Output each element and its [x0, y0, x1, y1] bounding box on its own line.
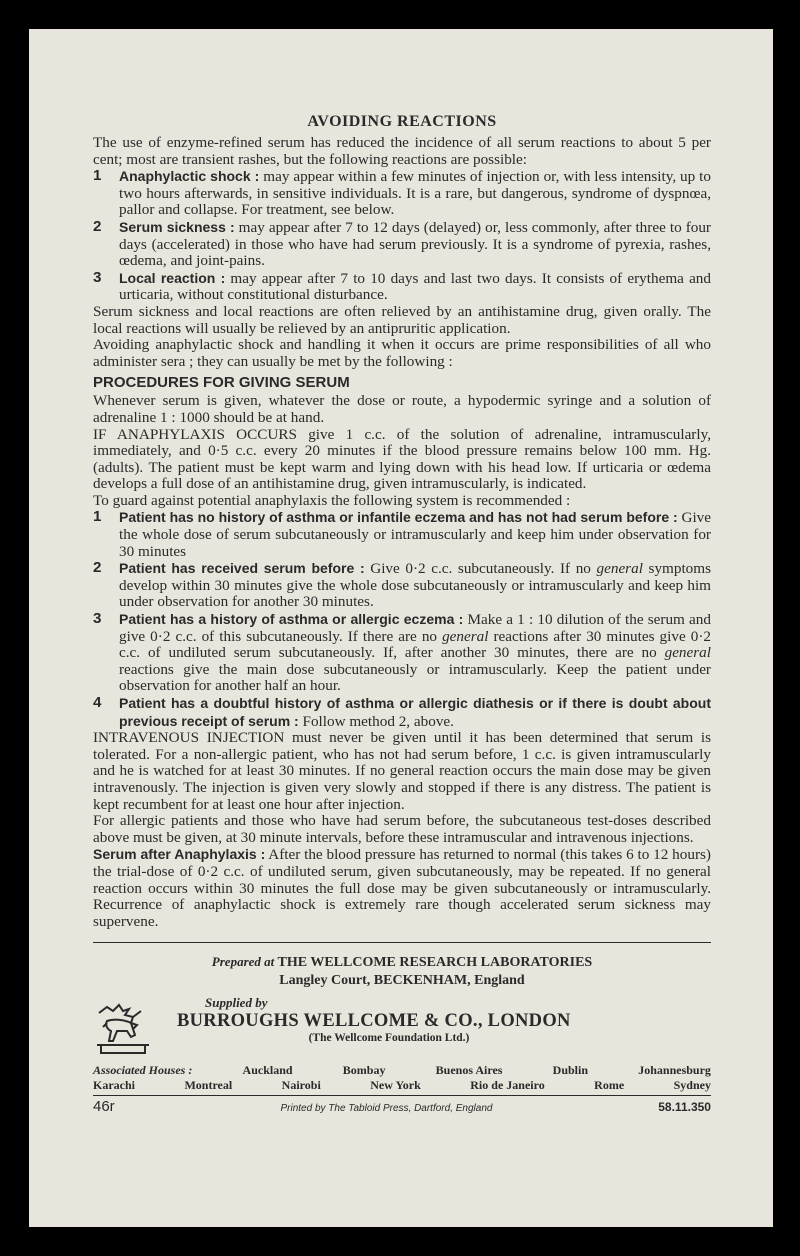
reaction-text [119, 270, 711, 304]
house-city: Rome [594, 1078, 625, 1093]
associated-houses-row1 [93, 1063, 711, 1078]
procedure-lead: Patient has a history of asthma or allergic eczema : [119, 611, 464, 628]
supplier-block [93, 995, 711, 1057]
house-city: Sydney [673, 1078, 711, 1093]
reactions-list [93, 168, 711, 304]
intravenous-paragraph: INTRAVENOUS INJECTION must never be given until it has been determined that serum is tolerated. For a non-allergic patient, who has not had serum before, 1 c.c. is given intramuscularly and he is watched for at least 30 minutes. If no general reaction occurs the main dose may be given intravenously. The injection is given very slowly and stopped if there is any distress. The patient is kept recumbent for at least one hour after injection. [93, 729, 711, 813]
allergic-paragraph: For allergic patients and those who have had serum before, the subcutaneous test-doses described above must be given, at 30 minute intervals, before these intramuscular and intravenous injections. [93, 812, 711, 846]
reaction-item [93, 270, 711, 304]
anaphylaxis-paragraph: IF ANAPHYLAXIS OCCURS give 1 c.c. of the solution of adrenaline, intramuscularly, immediately, and 0·5 c.c. every 20 minutes if the blood pressure remains below 100 mm. Hg. (adults). The patient must be kept warm and lying down with his head low. If urticaria or œdema develops a full dose of an antihistamine drug, given intramuscularly, is indicated. [93, 425, 711, 493]
house-city: Johannesburg [638, 1063, 711, 1078]
procedures-heading: PROCEDURES FOR GIVING SERUM [93, 374, 350, 392]
procedure-body: Make a 1 : 10 dilution of the serum and give 0·2 c.c. of this subcutaneously. If there are no [119, 611, 711, 645]
print-line [93, 1095, 711, 1115]
page-title: AVOIDING REACTIONS [307, 113, 497, 130]
after-anaphylaxis-text: After the blood pressure has returned to normal (this takes 6 to 12 hours) the trial-dose of 0·2 c.c. of undiluted serum, given subcutaneously, may be repeated. If no general reaction occurs within 30 minutes the full dose may be given subcutaneously or intramuscularly. Recurrence of anaphylactic shock is extremely rare though accelerated serum sickness may supervene. [93, 846, 711, 930]
procedure-item [93, 560, 711, 611]
emphasis-text: general [596, 560, 643, 578]
house-city: Montreal [184, 1078, 233, 1093]
prepared-block [93, 953, 711, 989]
leaflet-page [29, 29, 773, 1227]
house-city: Dublin [552, 1063, 589, 1078]
house-city: Karachi [93, 1078, 135, 1093]
printer-credit: Printed by The Tabloid Press, Dartford, England [280, 1103, 493, 1115]
after-anaphylaxis-lead: Serum after Anaphylaxis : [93, 846, 266, 863]
procedure-text [119, 695, 711, 730]
house-city: New York [370, 1078, 421, 1093]
reaction-body: may appear after 7 to 10 days and last two days. It consists of erythema and urticaria, without constitutional disturbance. [119, 269, 711, 304]
reaction-text [119, 219, 711, 270]
print-reference: 58.11.350 [658, 1100, 711, 1115]
avoid-paragraph: Avoiding anaphylactic shock and handling it when it occurs are prime responsibilities of all who administer sera ; they can usually be met by the following : [93, 336, 711, 370]
lab-name: THE WELLCOME RESEARCH LABORATORIES [277, 955, 593, 971]
reaction-item [93, 168, 711, 219]
foundation-name: (The Wellcome Foundation Ltd.) [308, 1032, 470, 1045]
procedure-body: Give the whole dose of serum subcutaneously or intramuscularly and keep him under observation for 30 minutes [119, 509, 711, 560]
procedure-number: 4 [93, 694, 102, 711]
unicorn-crest-icon [93, 1001, 153, 1057]
reaction-body: may appear after 7 to 12 days (delayed) or, less commonly, after three to four days (accelerated) in those who have had serum previously. It is a syndrome of pyrexia, rashes, œdema, and joint-pains. [119, 218, 711, 270]
house-city: Rio de Janeiro [470, 1078, 545, 1093]
reaction-number: 3 [93, 268, 102, 286]
intro-paragraph: The use of enzyme-refined serum has reduced the incidence of all serum reactions to about 5 per cent; most are transient rashes, but the following reactions are possible: [93, 134, 711, 168]
reaction-body: may appear within a few minutes of injection or, with less intensity, up to two hours afterwards, in sensitive individuals. It is a rare, but dangerous, syndrome of dyspnœa, pallor and collapse. For treatment, see below. [119, 168, 711, 219]
procedure-lead: Patient has no history of asthma or infantile eczema and has not had serum before : [119, 509, 678, 526]
supplied-by-label: Supplied by [205, 995, 268, 1011]
procedures-list [93, 509, 711, 730]
procedure-text [119, 560, 711, 611]
house-city: Auckland [242, 1063, 293, 1078]
procedure-item [93, 509, 711, 560]
procedure-body: Follow method 2, above. [298, 712, 454, 730]
house-city: Bombay [342, 1063, 386, 1078]
footer-divider [93, 942, 711, 943]
guard-paragraph: To guard against potential anaphylaxis the following system is recommended : [93, 491, 571, 509]
procedure-number: 3 [93, 610, 102, 628]
leaflet-code: 46r [93, 1098, 115, 1116]
reaction-lead: Anaphylactic shock : [119, 168, 260, 185]
reaction-number: 2 [93, 217, 102, 235]
reaction-item [93, 219, 711, 270]
supplier-text [177, 995, 711, 1044]
procedure-body: reactions give the main dose subcutaneously or intramuscularly. Keep the patient under observation for another half an hour. [119, 660, 711, 695]
reaction-lead: Serum sickness : [119, 218, 235, 235]
procedure-body: reactions after 30 minutes give 0·2 c.c. of undiluted serum subcutaneously. If, after another 30 minutes, there are no [119, 627, 711, 662]
procedure-body: Give 0·2 c.c. subcutaneously. If no [364, 560, 597, 578]
footer [93, 953, 711, 1115]
associated-houses-label: Associated Houses : [93, 1063, 193, 1078]
emphasis-text: general [442, 627, 489, 645]
reaction-number: 1 [93, 167, 102, 185]
procedure-text [119, 509, 711, 560]
relief-paragraph: Serum sickness and local reactions are often relieved by an antihistamine drug, given orally. The local reactions will usually be relieved by an antipruritic application. [93, 302, 711, 337]
procedure-body: symptoms develop within 30 minutes give the whole dose subcutaneously or intramuscularly and keep him under observation for another 30 minutes. [119, 560, 711, 611]
emphasis-text: general [664, 644, 711, 662]
procedure-number: 1 [93, 508, 102, 526]
lab-address: Langley Court, BECKENHAM, England [279, 973, 525, 989]
reaction-lead: Local reaction : [119, 269, 226, 286]
house-city: Nairobi [281, 1078, 321, 1093]
prepared-at-label: Prepared at [211, 954, 275, 970]
procedure-lead: Patient has received serum before : [119, 560, 365, 577]
house-city: Buenos Aires [435, 1063, 503, 1078]
procedure-text [119, 611, 711, 695]
procedure-item [93, 611, 711, 695]
whenever-paragraph: Whenever serum is given, whatever the dose or route, a hypodermic syringe and a solution of adrenaline 1 : 1000 should be at hand. [93, 392, 711, 426]
after-anaphylaxis-paragraph [93, 846, 711, 930]
company-name: BURROUGHS WELLCOME & CO., LONDON [177, 1011, 571, 1032]
procedure-number: 2 [93, 559, 102, 577]
procedure-lead: Patient has a doubtful history of asthma or allergic diathesis or if there is doubt about previous receipt of serum : [119, 695, 711, 729]
reaction-text [119, 168, 711, 219]
associated-houses-row2 [93, 1078, 711, 1093]
procedure-item [93, 695, 711, 730]
